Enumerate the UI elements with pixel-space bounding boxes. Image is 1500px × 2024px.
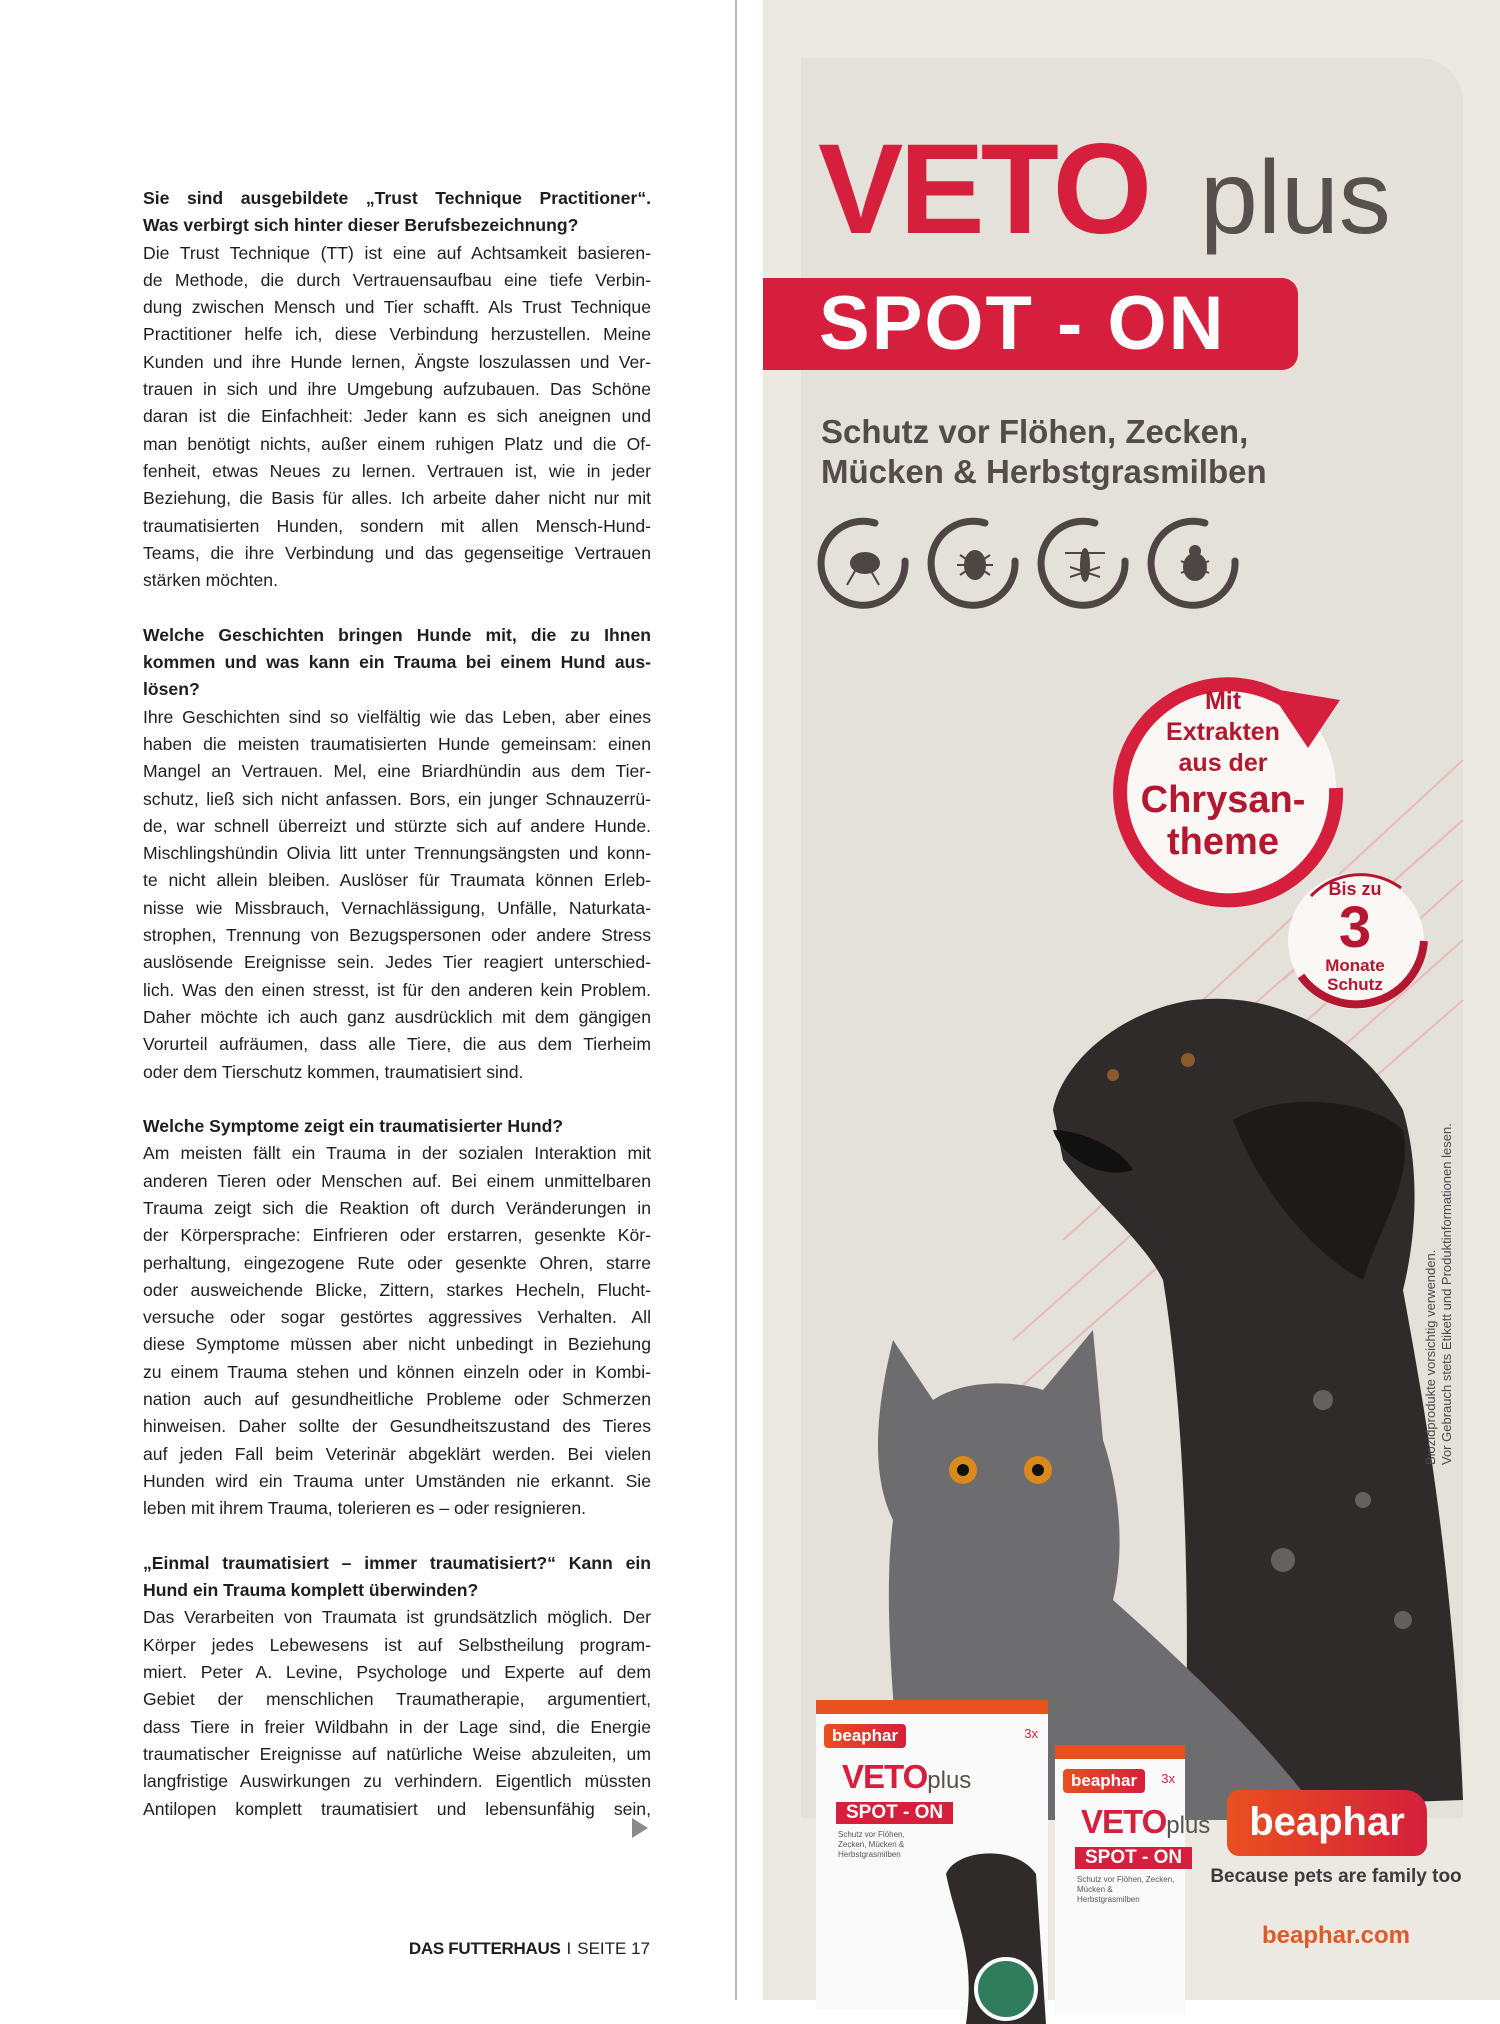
body-line: Antilopen komplett traumatisiert und lebensunfähig sein, — [143, 1798, 651, 1819]
body-line: man benötigt nichts, außer einem ruhigen Platz und die Of- — [143, 433, 651, 454]
product-title-suffix: plus — [1200, 140, 1391, 256]
body-line: fenheit, etwas Neues zu lernen. Vertrauen ist, wie in jeder — [143, 460, 651, 481]
duration-top: Bis zu — [1328, 879, 1382, 899]
disclaimer-line: Biozidprodukte vorsichtig verwenden. — [1423, 1249, 1438, 1465]
section-heading — [143, 1550, 651, 1605]
product-pack-cat — [1055, 1745, 1211, 2015]
section-heading — [143, 622, 651, 704]
pack-title-main: VETO — [842, 1758, 928, 1795]
ad-subtitle — [821, 412, 1267, 492]
body-line: daran ist die Einfachheit: Jeder kann es sich aneignen und — [143, 406, 651, 427]
body-line: traumatisierten Hunden, sondern mit allen Mensch-Hund- — [143, 515, 651, 536]
pack-title-suffix: plus — [1166, 1812, 1211, 1839]
heading-line: „Einmal traumatisiert – immer traumatisiert?“ Kann ein — [143, 1552, 651, 1573]
body-line: Mangel an Vertrauen. Mel, eine Briardhündin aus dem Tier- — [143, 761, 651, 782]
body-line: de Methode, die durch Vertrauensaufbau eine tiefe Verbin- — [143, 269, 651, 290]
section-body — [143, 704, 651, 1086]
body-line: Gebiet der menschlichen Traumatherapie, argumentiert, — [143, 1689, 651, 1710]
product-pack-dog — [816, 1700, 1048, 2010]
body-line: Kunden und ihre Hunde lernen, Ängste loszulassen und Ver- — [143, 351, 651, 372]
badge-text — [1113, 686, 1333, 863]
section-body — [143, 1140, 651, 1522]
page-footer — [409, 1939, 650, 1959]
footer-brand: DAS FUTTERHAUS — [408, 1939, 561, 1958]
badge-line: aus der — [1178, 749, 1268, 777]
pack-title — [1081, 1803, 1210, 1841]
body-line: Das Verarbeiten von Traumata ist grundsätzlich möglich. Der — [143, 1607, 651, 1628]
badge-bold: theme — [1167, 821, 1279, 863]
pack-dog-image — [926, 1844, 1046, 2024]
body-line: de, war schnell überreizt und stürzte sich auf andere Hunde. — [143, 815, 651, 836]
section-gap — [143, 1523, 651, 1550]
body-line: oder ausweichende Blicke, Zittern, starkes Hecheln, Flucht- — [143, 1279, 651, 1300]
duration-unit: Schutz — [1327, 975, 1383, 994]
section-gap — [143, 594, 651, 621]
body-line: anderen Tieren oder Menschen auf. Bei einem unmittelbaren — [143, 1170, 651, 1191]
body-line: der Körpersprache: Einfrieren oder erstarren, gesenkte Kör- — [143, 1225, 651, 1246]
tagline: Because pets are family too — [1210, 1866, 1462, 1887]
pack-banner: SPOT - ON — [1075, 1847, 1192, 1869]
section-body — [143, 1604, 651, 1822]
body-line: hinweisen. Daher sollte der Gesundheitszustand des Tieres — [143, 1416, 651, 1437]
body-line: Die Trust Technique (TT) ist eine auf Achtsamkeit basieren- — [143, 242, 651, 263]
advertisement — [763, 0, 1500, 2000]
section-body — [143, 240, 651, 595]
product-title: VETO — [818, 118, 1149, 261]
heading-line: Welche Geschichten bringen Hunde mit, die zu Ihnen — [143, 624, 651, 645]
section-heading — [143, 1113, 651, 1140]
body-line: Ihre Geschichten sind so vielfältig wie das Leben, aber eines — [143, 706, 651, 727]
body-line: nisse wie Missbrauch, Vernachlässigung, Unfälle, Naturkata- — [143, 897, 651, 918]
body-line: lich. Was den einen stresst, ist für den anderen kein Problem. — [143, 979, 651, 1000]
body-line: dass Tiere in freier Wildbahn in der Lage sind, die Energie — [143, 1716, 651, 1737]
page-number: SEITE 17 — [577, 1939, 650, 1958]
article-column — [143, 185, 651, 1823]
body-line: Am meisten fällt ein Trauma in der sozialen Interaktion mit — [143, 1143, 651, 1164]
heading-line: Was verbirgt sich hinter dieser Berufsbezeichnung? — [143, 215, 579, 236]
pest-icons — [815, 515, 1255, 615]
badge-line: Extrakten — [1166, 718, 1280, 746]
pack-title — [842, 1758, 971, 1796]
pack-title-main: VETO — [1081, 1803, 1167, 1840]
body-line: trauen in sich und ihre Umgebung aufzubauen. Das Schöne — [143, 379, 651, 400]
disclaimer-line: Vor Gebrauch stets Etikett und Produktinformationen lesen. — [1439, 1123, 1454, 1465]
badge-line: Mit — [1204, 687, 1242, 715]
body-line: Teams, die ihre Verbindung und das gegenseitige Vertrauen — [143, 542, 651, 563]
body-line: langfristige Auswirkungen zu verhindern. Eigentlich müssten — [143, 1771, 651, 1792]
continue-arrow-icon — [632, 1818, 648, 1838]
body-line: perhaltung, eingezogene Rute oder gesenkte Ohren, starre — [143, 1252, 651, 1273]
page-divider — [735, 0, 737, 2000]
disclaimer — [1423, 1123, 1455, 1465]
pack-count: 3x — [1024, 1726, 1038, 1741]
duration-unit: Monate — [1325, 956, 1385, 975]
subtitle-line: Mücken & Herbstgrasmilben — [821, 453, 1267, 490]
subtitle-line: Schutz vor Flöhen, Zecken, — [821, 413, 1249, 450]
body-line: Trauma zeigt sich die Reaktion oft durch Veränderungen in — [143, 1197, 651, 1218]
body-line: leben mit ihrem Trauma, tolerieren es – oder resignieren. — [143, 1498, 586, 1519]
section-heading — [143, 185, 651, 240]
spot-on-banner: SPOT - ON — [763, 278, 1298, 370]
beaphar-logo: beaphar — [1227, 1790, 1427, 1856]
website-link[interactable]: beaphar.com — [1261, 1922, 1411, 1949]
duration-badge-text — [1281, 878, 1429, 994]
pack-title-suffix: plus — [927, 1767, 972, 1794]
body-line: miert. Peter A. Levine, Psychologe und Experte auf dem — [143, 1662, 651, 1683]
heading-line: lösen? — [143, 679, 200, 700]
body-line: nation auch auf gesundheitliche Probleme oder Schmerzen — [143, 1389, 651, 1410]
body-line: Vorurteil aufräumen, dass alle Tiere, die aus dem Tierheim — [143, 1034, 651, 1055]
heading-line: Sie sind ausgebildete „Trust Technique Practitioner“. — [143, 188, 651, 208]
duration-number: 3 — [1338, 895, 1372, 960]
body-line: Daher möchte ich auch ganz ausdrücklich mit dem gängigen — [143, 1006, 651, 1027]
body-line: Körper jedes Lebewesens ist auf Selbstheilung program- — [143, 1634, 651, 1655]
heading-line: Welche Symptome zeigt ein traumatisierter Hund? — [143, 1116, 564, 1137]
pack-brand: beaphar — [824, 1724, 906, 1748]
body-line: Practitioner helfe ich, diese Verbindung herzustellen. Meine — [143, 324, 651, 345]
body-line: Beziehung, die Basis für alles. Ich arbeite daher nicht nur mit — [143, 488, 651, 509]
article-section — [143, 1550, 651, 1823]
body-line: versuche oder sogar gestörtes aggressives Verhalten. All — [143, 1307, 651, 1328]
body-line: traumatischer Ereignisse auf natürliche Weise abzuleiten, um — [143, 1743, 651, 1764]
badge-bold: Chrysan- — [1140, 779, 1306, 821]
pack-brand: beaphar — [1063, 1769, 1145, 1793]
body-line: te nicht allein bleiben. Auslöser für Traumata können Erleb- — [143, 870, 651, 891]
body-line: diese Symptome müssen aber nicht unbedingt in Beziehung — [143, 1334, 651, 1355]
body-line: haben die meisten traumatisierten Hunde gemeinsam: einen — [143, 733, 651, 754]
body-line: schutz, ließ sich nicht anfassen. Bors, ein junger Schnauzerrü- — [143, 788, 651, 809]
body-line: dung zwischen Mensch und Tier schafft. Als Trust Technique — [143, 297, 651, 318]
body-line: auf jeden Fall beim Veterinär abgeklärt werden. Bei vielen — [143, 1443, 651, 1464]
body-line: strophen, Trennung von Bezugspersonen oder andere Stress — [143, 925, 651, 946]
heading-line: kommen und was kann ein Trauma bei einem Hund aus- — [143, 652, 651, 673]
body-line: oder dem Tierschutz kommen, traumatisiert sind. — [143, 1061, 524, 1082]
body-line: zu einem Trauma stehen und können einzeln oder in Kombi- — [143, 1361, 651, 1382]
body-line: stärken möchten. — [143, 570, 278, 591]
pack-text: Schutz vor Flöhen, Zecken, Mücken & Herbstgrasmilben — [1077, 1875, 1175, 1904]
article-section — [143, 185, 651, 594]
pack-banner: SPOT - ON — [836, 1802, 953, 1824]
section-gap — [143, 1086, 651, 1113]
pack-count: 3x — [1161, 1771, 1175, 1786]
body-line: Mischlingshündin Olivia litt unter Trennungsängsten und konn- — [143, 843, 651, 864]
article-section — [143, 622, 651, 1086]
body-line: Hunden wird ein Trauma unter Umständen nie erkannt. Sie — [143, 1470, 651, 1491]
heading-line: Hund ein Trauma komplett überwinden? — [143, 1580, 479, 1601]
footer-separator: I — [566, 1939, 572, 1958]
body-line: auslösende Ereignisse sein. Jedes Tier reagiert unterschied- — [143, 952, 651, 973]
pack-text: Schutz vor Flöhen, Zecken, Mücken & Herbstgrasmilben — [838, 1830, 905, 1859]
article-section — [143, 1113, 651, 1522]
